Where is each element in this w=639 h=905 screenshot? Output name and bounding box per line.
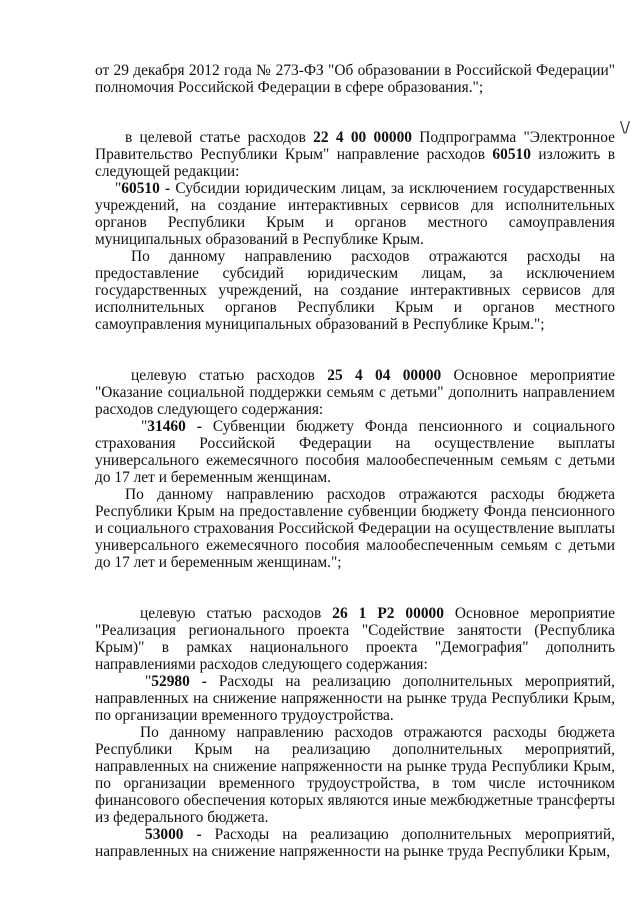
paragraph-53000: 53000 - Расходы на реализацию дополнительных мероприятий, направленных на снижение напряженности на рынке труда Республики Крым, bbox=[95, 826, 615, 860]
paragraph-target-22: в целевой статье расходов 22 4 00 00000 Подпрограмма "Электронное Правительство Республики Крым" направление расходов 60510 изложить в следующей редакции: bbox=[95, 129, 615, 180]
paragraph-law-reference: от 29 декабря 2012 года № 273-ФЗ "Об образовании в Российской Федерации" полномочия Российской Федерации в сфере образования."; bbox=[95, 62, 615, 96]
code-26-1-r2-00000: 26 1 Р2 00000 bbox=[332, 605, 444, 622]
code-52980: 52980 - bbox=[151, 673, 207, 690]
paragraph-target-26: целевую статью расходов 26 1 Р2 00000 Основное мероприятие "Реализация регионального проекта "Содействие занятости (Республика Крым)" в рамках национального проекта "Демография" дополнить направлениями расходов следующего содержания: bbox=[95, 605, 615, 673]
margin-check-mark: \/ bbox=[620, 118, 631, 136]
code-31460: 31460 - bbox=[147, 418, 202, 435]
code-60510: 60510 - bbox=[121, 180, 171, 197]
code-53000: 53000 - bbox=[145, 826, 202, 843]
paragraph-52980: "52980 - Расходы на реализацию дополнительных мероприятий, направленных на снижение напряженности на рынке труда Республики Крым, по организации временного трудоустройства. bbox=[95, 673, 615, 724]
paragraph-31460: "31460 - Субвенции бюджету Фонда пенсионного и социального страхования Российской Федерации на осуществление выплаты универсального ежемесячного пособия малообеспеченным семьям с детьми до 17 лет и беременным женщинам. bbox=[95, 418, 616, 486]
code-60510-inline: 60510 bbox=[492, 146, 531, 163]
paragraph-31460-description: По данному направлению расходов отражаются расходы бюджета Республики Крым на предоставление субвенции бюджету Фонда пенсионного и социального страхования Российской Федерации на осуществление выплаты универсального ежемесячного пособия малообеспеченным семьям с детьми до 17 лет и беременным женщинам."; bbox=[95, 486, 615, 571]
paragraph-52980-description: По данному направлению расходов отражаются расходы бюджета Республики Крым на реализацию дополнительных мероприятий, направленных на снижение напряженности на рынке труда Республики Крым, по организации временного трудоустройства, в том числе источником финансового обеспечения которых являются иные межбюджетные трансферты из федерального бюджета. bbox=[95, 724, 615, 826]
code-25-4-04-00000: 25 4 04 00000 bbox=[327, 367, 442, 384]
paragraph-60510-description: По данному направлению расходов отражаются расходы на предоставление субсидий юридическим лицам, за исключением государственных учреждений, на создание интерактивных сервисов для исполнительных органов Республики Крым и органов местного самоуправления муниципальных образований в Республике Крым."; bbox=[95, 248, 615, 333]
paragraph-60510: "60510 - Субсидии юридическим лицам, за исключением государственных учреждений, на создание интерактивных сервисов для исполнительных органов Республики Крым и органов местного самоуправления муниципальных образований в Республике Крым. bbox=[95, 180, 615, 248]
paragraph-target-25: целевую статью расходов 25 4 04 00000 Основное мероприятие "Оказание социальной поддержки семьям с детьми" дополнить направлением расходов следующего содержания: bbox=[95, 367, 615, 418]
code-22-4-00-00000: 22 4 00 00000 bbox=[313, 129, 413, 146]
document-page bbox=[95, 62, 615, 860]
